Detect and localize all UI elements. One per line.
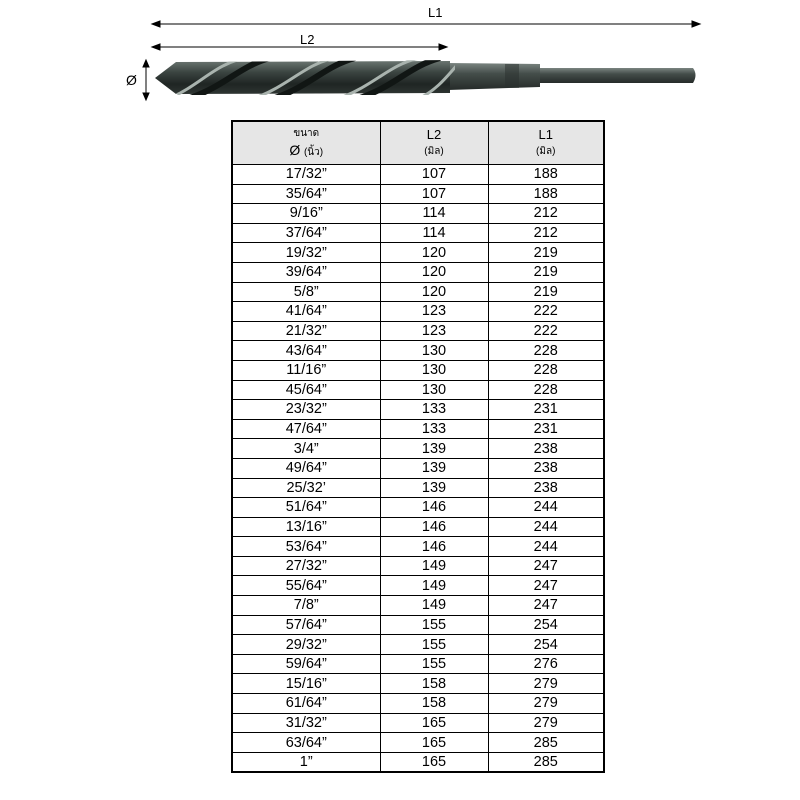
table-row bbox=[232, 556, 604, 576]
l1-cell: 254 bbox=[488, 615, 604, 635]
size-cell: 35/64” bbox=[232, 184, 380, 204]
size-cell: 7/8” bbox=[232, 596, 380, 616]
l1-cell: 247 bbox=[488, 556, 604, 576]
header-l1-label: L1 bbox=[538, 127, 553, 142]
diameter-label: Ø bbox=[126, 72, 137, 88]
size-cell: 53/64” bbox=[232, 537, 380, 557]
l2-cell: 165 bbox=[380, 752, 488, 772]
l1-cell: 244 bbox=[488, 517, 604, 537]
l1-cell: 228 bbox=[488, 380, 604, 400]
l1-cell: 212 bbox=[488, 204, 604, 224]
header-size-label: ขนาด bbox=[293, 128, 320, 139]
size-cell: 43/64” bbox=[232, 341, 380, 361]
l1-cell: 219 bbox=[488, 262, 604, 282]
size-cell: 21/32” bbox=[232, 321, 380, 341]
l1-cell: 279 bbox=[488, 674, 604, 694]
l2-cell: 130 bbox=[380, 360, 488, 380]
header-l2-unit: (มิล) bbox=[424, 146, 444, 157]
l2-label: L2 bbox=[300, 32, 315, 47]
table-row bbox=[232, 302, 604, 322]
l1-cell: 231 bbox=[488, 419, 604, 439]
l2-cell: 155 bbox=[380, 615, 488, 635]
table-body bbox=[232, 165, 604, 773]
size-cell: 29/32” bbox=[232, 635, 380, 655]
table-row bbox=[232, 517, 604, 537]
drill-bit-diagram bbox=[0, 0, 800, 112]
l2-cell: 120 bbox=[380, 262, 488, 282]
table-row bbox=[232, 165, 604, 185]
l2-cell: 107 bbox=[380, 165, 488, 185]
table-row bbox=[232, 713, 604, 733]
table-row bbox=[232, 576, 604, 596]
size-cell: 11/16” bbox=[232, 360, 380, 380]
table-row bbox=[232, 654, 604, 674]
l1-cell: 276 bbox=[488, 654, 604, 674]
table-row bbox=[232, 223, 604, 243]
table-row bbox=[232, 380, 604, 400]
size-cell: 49/64” bbox=[232, 458, 380, 478]
l2-cell: 123 bbox=[380, 321, 488, 341]
l2-cell: 139 bbox=[380, 458, 488, 478]
size-cell: 45/64” bbox=[232, 380, 380, 400]
table-row bbox=[232, 694, 604, 714]
size-cell: 1” bbox=[232, 752, 380, 772]
l1-cell: 247 bbox=[488, 596, 604, 616]
table-row bbox=[232, 184, 604, 204]
table-row bbox=[232, 282, 604, 302]
table-row bbox=[232, 204, 604, 224]
size-cell: 39/64” bbox=[232, 262, 380, 282]
l2-cell: 107 bbox=[380, 184, 488, 204]
size-cell: 3/4” bbox=[232, 439, 380, 459]
table-row bbox=[232, 674, 604, 694]
table-row bbox=[232, 400, 604, 420]
l1-cell: 238 bbox=[488, 458, 604, 478]
l2-cell: 158 bbox=[380, 674, 488, 694]
l2-cell: 149 bbox=[380, 576, 488, 596]
l2-cell: 155 bbox=[380, 654, 488, 674]
table-header-row bbox=[232, 121, 604, 165]
l2-cell: 120 bbox=[380, 243, 488, 263]
table-row bbox=[232, 498, 604, 518]
l2-cell: 146 bbox=[380, 517, 488, 537]
l1-cell: 244 bbox=[488, 537, 604, 557]
l2-cell: 139 bbox=[380, 439, 488, 459]
l2-cell: 149 bbox=[380, 556, 488, 576]
table-row bbox=[232, 733, 604, 753]
l1-dimension-arrow bbox=[152, 21, 700, 27]
table-row bbox=[232, 243, 604, 263]
header-l2 bbox=[380, 121, 488, 165]
l1-cell: 222 bbox=[488, 321, 604, 341]
table-row bbox=[232, 537, 604, 557]
header-size bbox=[232, 121, 380, 165]
l1-cell: 285 bbox=[488, 733, 604, 753]
l1-cell: 254 bbox=[488, 635, 604, 655]
table-row bbox=[232, 596, 604, 616]
drill-size-table bbox=[231, 120, 605, 773]
l1-cell: 222 bbox=[488, 302, 604, 322]
l2-cell: 139 bbox=[380, 478, 488, 498]
l2-cell: 165 bbox=[380, 713, 488, 733]
l1-cell: 212 bbox=[488, 223, 604, 243]
header-size-unit: (นิ้ว) bbox=[303, 147, 324, 158]
l2-cell: 155 bbox=[380, 635, 488, 655]
size-cell: 19/32” bbox=[232, 243, 380, 263]
table-row bbox=[232, 360, 604, 380]
table-row bbox=[232, 419, 604, 439]
size-cell: 41/64” bbox=[232, 302, 380, 322]
l1-cell: 188 bbox=[488, 165, 604, 185]
size-cell: 9/16” bbox=[232, 204, 380, 224]
size-cell: 5/8” bbox=[232, 282, 380, 302]
l1-cell: 238 bbox=[488, 439, 604, 459]
l1-cell: 188 bbox=[488, 184, 604, 204]
l2-cell: 130 bbox=[380, 341, 488, 361]
size-cell: 59/64” bbox=[232, 654, 380, 674]
l1-cell: 285 bbox=[488, 752, 604, 772]
size-cell: 31/32” bbox=[232, 713, 380, 733]
size-cell: 15/16” bbox=[232, 674, 380, 694]
l1-cell: 219 bbox=[488, 282, 604, 302]
l2-cell: 158 bbox=[380, 694, 488, 714]
l2-cell: 133 bbox=[380, 419, 488, 439]
l2-cell: 114 bbox=[380, 223, 488, 243]
l2-cell: 120 bbox=[380, 282, 488, 302]
l1-cell: 238 bbox=[488, 478, 604, 498]
table-row bbox=[232, 341, 604, 361]
l2-cell: 123 bbox=[380, 302, 488, 322]
size-cell: 23/32” bbox=[232, 400, 380, 420]
table-row bbox=[232, 478, 604, 498]
size-cell: 13/16” bbox=[232, 517, 380, 537]
l1-cell: 247 bbox=[488, 576, 604, 596]
drill-bit-drawing bbox=[0, 0, 800, 112]
size-cell: 55/64” bbox=[232, 576, 380, 596]
table-row bbox=[232, 615, 604, 635]
l1-cell: 231 bbox=[488, 400, 604, 420]
size-cell: 25/32’ bbox=[232, 478, 380, 498]
l2-cell: 149 bbox=[380, 596, 488, 616]
l2-cell: 114 bbox=[380, 204, 488, 224]
table-row bbox=[232, 635, 604, 655]
size-cell: 47/64” bbox=[232, 419, 380, 439]
table-row bbox=[232, 321, 604, 341]
drill-shank bbox=[540, 68, 696, 83]
l2-cell: 146 bbox=[380, 537, 488, 557]
l2-cell: 130 bbox=[380, 380, 488, 400]
diameter-dimension-arrow bbox=[143, 60, 149, 100]
l1-label: L1 bbox=[428, 5, 443, 20]
l1-cell: 219 bbox=[488, 243, 604, 263]
size-cell: 17/32” bbox=[232, 165, 380, 185]
l1-cell: 228 bbox=[488, 360, 604, 380]
size-cell: 27/32” bbox=[232, 556, 380, 576]
l2-cell: 165 bbox=[380, 733, 488, 753]
size-cell: 61/64” bbox=[232, 694, 380, 714]
table-row bbox=[232, 439, 604, 459]
drill-collar bbox=[448, 63, 540, 90]
table-row bbox=[232, 752, 604, 772]
l2-cell: 146 bbox=[380, 498, 488, 518]
header-l2-label: L2 bbox=[426, 127, 442, 142]
header-size-symbol: Ø bbox=[289, 142, 301, 158]
l1-cell: 279 bbox=[488, 694, 604, 714]
table-row bbox=[232, 458, 604, 478]
l2-cell: 133 bbox=[380, 400, 488, 420]
table-row bbox=[232, 262, 604, 282]
header-l1-unit: (มิล) bbox=[536, 146, 556, 157]
l1-cell: 279 bbox=[488, 713, 604, 733]
size-cell: 37/64” bbox=[232, 223, 380, 243]
size-cell: 51/64” bbox=[232, 498, 380, 518]
header-l1 bbox=[488, 121, 604, 165]
l1-cell: 228 bbox=[488, 341, 604, 361]
size-cell: 57/64” bbox=[232, 615, 380, 635]
size-cell: 63/64” bbox=[232, 733, 380, 753]
l1-cell: 244 bbox=[488, 498, 604, 518]
